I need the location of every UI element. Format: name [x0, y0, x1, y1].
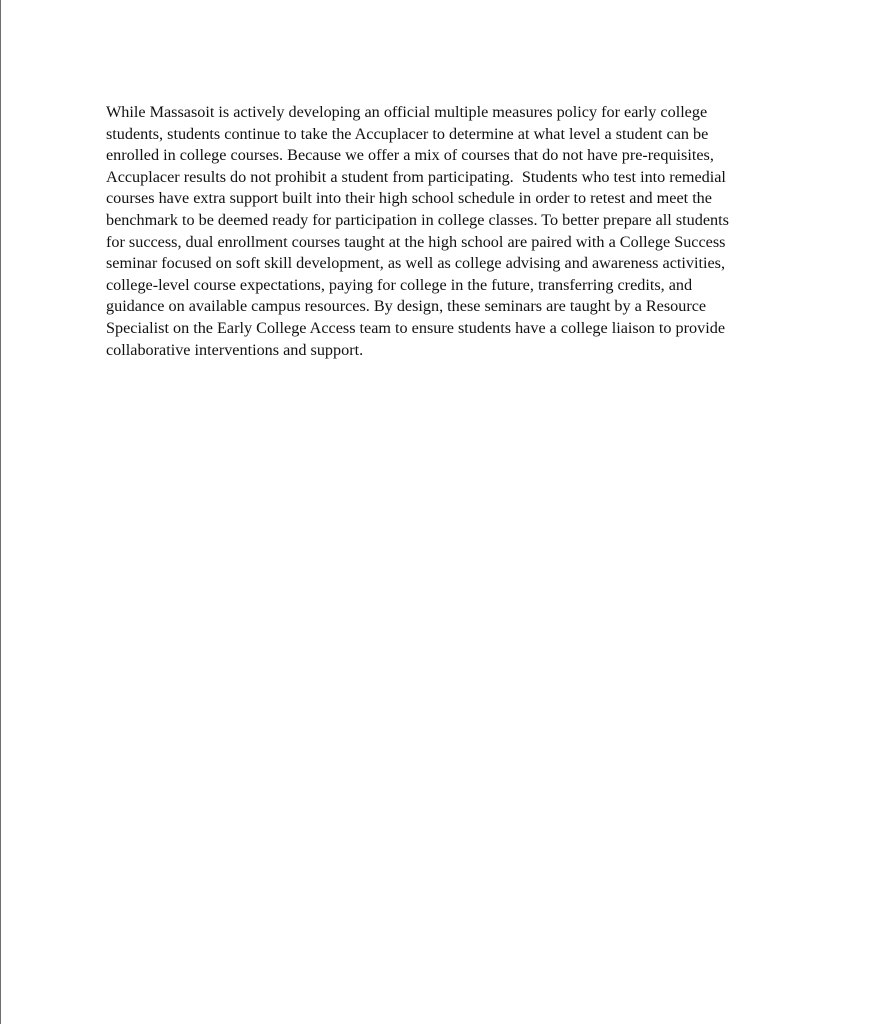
paragraph-line: benchmark to be deemed ready for participation in college classes. To better prepare all students	[106, 210, 729, 229]
paragraph-line: While Massasoit is actively developing an official multiple measures policy for early college	[106, 103, 708, 121]
paragraph-line: collaborative interventions and support.	[106, 340, 364, 359]
paragraph-line: seminar focused on soft skill development, as well as college advising and awareness activities,	[106, 254, 725, 273]
body-paragraph	[106, 102, 786, 361]
paragraph-line: enrolled in college courses. Because we offer a mix of courses that do not have pre-requisites,	[106, 146, 714, 165]
paragraph-line: college-level course expectations, paying for college in the future, transferring credits, and	[106, 275, 693, 294]
paragraph-line: guidance on available campus resources. By design, these seminars are taught by a Resource	[106, 297, 707, 316]
paragraph-line: Specialist on the Early College Access team to ensure students have a college liaison to provide	[106, 318, 725, 337]
paragraph-line: Accuplacer results do not prohibit a student from participating. Students who test into remedial	[106, 167, 726, 186]
paragraph-line: courses have extra support built into their high school schedule in order to retest and meet the	[106, 189, 712, 208]
paragraph-line: students, students continue to take the Accuplacer to determine at what level a student can be	[106, 124, 709, 143]
paragraph-line: for success, dual enrollment courses taught at the high school are paired with a College Success	[106, 232, 726, 251]
